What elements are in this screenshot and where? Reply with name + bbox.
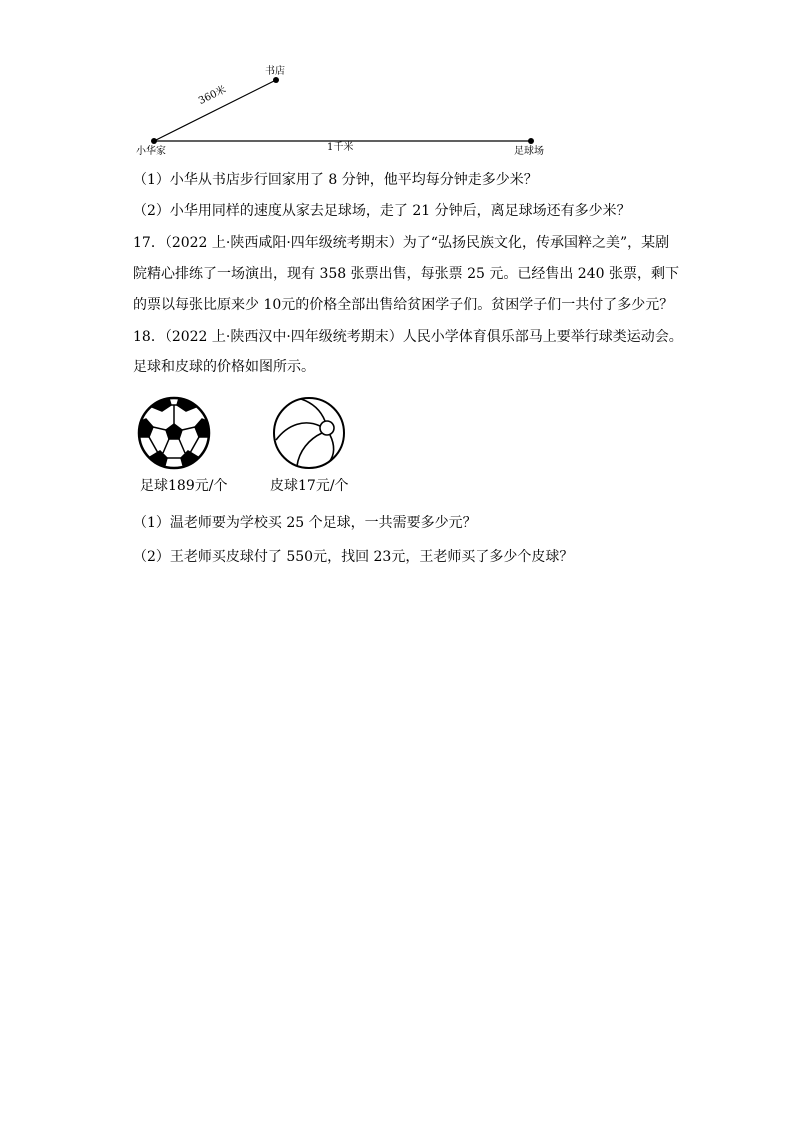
problem17-line1: 17．（2022 上·陕西咸阳·四年级统考期末）为了“弘扬民族文化，传承国粹之美”，某剧 xyxy=(133,235,670,251)
problem18-line1: 18．（2022 上·陕西汉中·四年级统考期末）人民小学体育俱乐部马上要举行球类运动会。 xyxy=(133,329,683,345)
beach-ball-icon xyxy=(271,395,347,471)
problem17-line3: 的票以每张比原来少 10元的价格全部出售给贫困学子们。贫困学子们一共付了多少元？ xyxy=(133,297,674,313)
field-label: 足球场 xyxy=(514,146,544,157)
home-label: 小华家 xyxy=(136,146,166,157)
field-point xyxy=(528,138,534,144)
problem18-q2: （2）王老师买皮球付了 550元，找回 23元，王老师买了多少个皮球？ xyxy=(133,549,574,565)
problem17-line2: 院精心排练了一场演出，现有 358 张票出售，每张票 25 元。已经售出 240 张票，剩下 xyxy=(133,266,679,282)
problem18-q1: （1）温老师要为学校买 25 个足球，一共需要多少元？ xyxy=(133,515,477,531)
soccer-ball-icon xyxy=(136,395,212,471)
distance-360-label: 360米 xyxy=(197,84,228,107)
problem16-q1: （1）小华从书店步行回家用了 8 分钟，他平均每分钟走多少米？ xyxy=(133,172,538,188)
ball-price-label: 皮球17元/个 xyxy=(270,478,349,494)
distance-1km-label: 1千米 xyxy=(327,142,354,153)
home-point xyxy=(151,138,157,144)
bookstore-label: 书店 xyxy=(265,66,285,77)
soccer-price-label: 足球189元/个 xyxy=(140,478,228,494)
problem16-q2: （2）小华用同样的速度从家去足球场，走了 21 分钟后，离足球场还有多少米？ xyxy=(133,203,631,219)
problem18-line2: 足球和皮球的价格如图所示。 xyxy=(133,359,315,375)
